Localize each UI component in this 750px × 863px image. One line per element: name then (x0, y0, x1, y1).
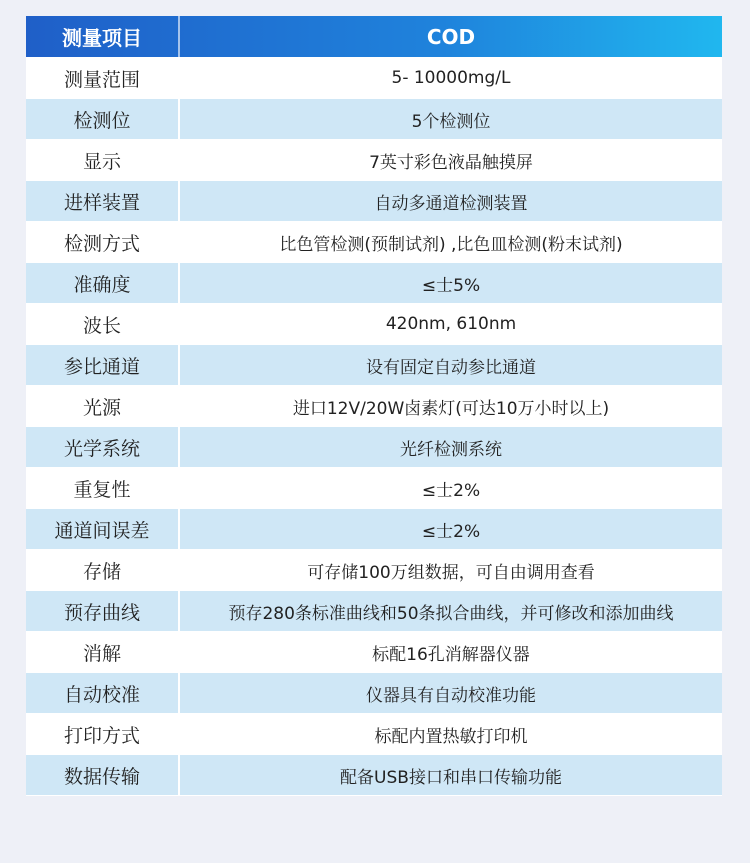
row-label: 消解 (26, 632, 180, 672)
table-row (26, 140, 722, 181)
table-row (26, 591, 722, 632)
row-value: 进口12V/20W卤素灯(可达10万小时以上) (292, 398, 610, 419)
table-row (26, 673, 722, 714)
row-value: 比色管检测(预制试剂) ,比色皿检测(粉末试剂) (279, 234, 623, 255)
row-label: 检测位 (26, 99, 180, 139)
row-value: 420nm, 610nm (385, 314, 517, 334)
row-value: 5- 10000mg/L (391, 68, 511, 88)
row-label: 光源 (26, 386, 180, 426)
row-label: 存储 (26, 550, 180, 590)
row-value: 7英寸彩色液晶触摸屏 (369, 152, 533, 173)
table-row (26, 304, 722, 345)
row-label: 检测方式 (26, 222, 180, 262)
row-label: 显示 (26, 140, 180, 180)
row-label: 预存曲线 (26, 591, 180, 631)
row-value: 光纤检测系统 (400, 439, 502, 460)
header-label: 测量项目 (26, 16, 180, 57)
row-label: 数据传输 (26, 755, 180, 795)
row-value: 预存280条标准曲线和50条拟合曲线，并可修改和添加曲线 (228, 603, 674, 624)
table-row (26, 263, 722, 304)
row-value: ≤士2% (421, 480, 481, 501)
row-value: 仪器具有自动校准功能 (366, 685, 536, 706)
table-row (26, 181, 722, 222)
table-row (26, 427, 722, 468)
row-label: 波长 (26, 304, 180, 344)
row-label: 打印方式 (26, 714, 180, 754)
table-row (26, 509, 722, 550)
row-value: 配备USB接口和串口传输功能 (340, 767, 562, 788)
row-label: 重复性 (26, 468, 180, 508)
row-value: 5个检测位 (411, 111, 491, 132)
row-value: 标配16孔消解器仪器 (372, 644, 530, 665)
row-label: 自动校准 (26, 673, 180, 713)
row-label: 准确度 (26, 263, 180, 303)
table-row (26, 58, 722, 99)
row-value: 标配内置热敏打印机 (374, 726, 528, 747)
row-label: 光学系统 (26, 427, 180, 467)
row-label: 测量范围 (26, 58, 180, 98)
row-label: 进样装置 (26, 181, 180, 221)
table-header-row (26, 16, 722, 58)
header-value: COD (426, 24, 476, 49)
row-value: 设有固定自动参比通道 (366, 357, 536, 378)
table-row (26, 468, 722, 509)
table-row (26, 345, 722, 386)
row-label: 通道间误差 (26, 509, 180, 549)
table-row (26, 550, 722, 591)
table-row (26, 714, 722, 755)
row-value: ≤士2% (421, 521, 481, 542)
spec-table (26, 16, 722, 796)
table-row (26, 386, 722, 427)
table-row (26, 99, 722, 140)
table-row (26, 632, 722, 673)
row-label: 参比通道 (26, 345, 180, 385)
row-value: 可存储100万组数据，可自由调用查看 (307, 562, 595, 583)
table-row (26, 222, 722, 263)
row-value: ≤士5% (421, 275, 481, 296)
table-row (26, 755, 722, 796)
row-value: 自动多通道检测装置 (374, 193, 528, 214)
